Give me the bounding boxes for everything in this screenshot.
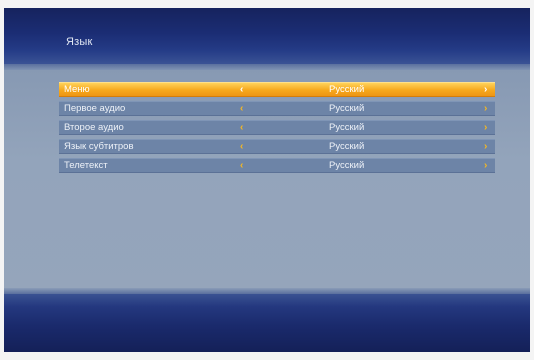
chevron-right-icon[interactable]: › — [484, 103, 488, 114]
setting-label-teletext: Телетекст — [64, 160, 108, 171]
setting-value-second-audio: Русский — [329, 122, 365, 133]
setting-label-menu: Меню — [64, 84, 90, 95]
setting-value-teletext: Русский — [329, 160, 365, 171]
language-settings-list — [59, 82, 495, 177]
tv-screen — [4, 8, 530, 352]
chevron-left-icon[interactable]: ‹ — [240, 141, 244, 152]
header-bar — [4, 8, 530, 64]
chevron-left-icon[interactable]: ‹ — [240, 122, 244, 133]
setting-value-menu: Русский — [329, 84, 365, 95]
chevron-left-icon[interactable]: ‹ — [240, 160, 244, 171]
setting-row-subtitle-language[interactable] — [59, 139, 495, 154]
setting-value-first-audio: Русский — [329, 103, 365, 114]
chevron-right-icon[interactable]: › — [484, 160, 488, 171]
setting-row-teletext[interactable] — [59, 158, 495, 173]
content-area — [4, 70, 530, 294]
setting-label-second-audio: Второе аудио — [64, 122, 124, 133]
setting-row-first-audio[interactable] — [59, 101, 495, 116]
page-title: Язык — [66, 36, 93, 48]
chevron-left-icon[interactable]: ‹ — [240, 103, 244, 114]
chevron-right-icon[interactable]: › — [484, 84, 488, 95]
chevron-right-icon[interactable]: › — [484, 122, 488, 133]
setting-row-second-audio[interactable] — [59, 120, 495, 135]
chevron-right-icon[interactable]: › — [484, 141, 488, 152]
footer-bar — [4, 294, 530, 352]
chevron-left-icon[interactable]: ‹ — [240, 84, 244, 95]
setting-value-subtitle-language: Русский — [329, 141, 365, 152]
setting-label-first-audio: Первое аудио — [64, 103, 126, 114]
setting-row-menu[interactable] — [59, 82, 495, 97]
setting-label-subtitle-language: Язык субтитров — [64, 141, 134, 152]
